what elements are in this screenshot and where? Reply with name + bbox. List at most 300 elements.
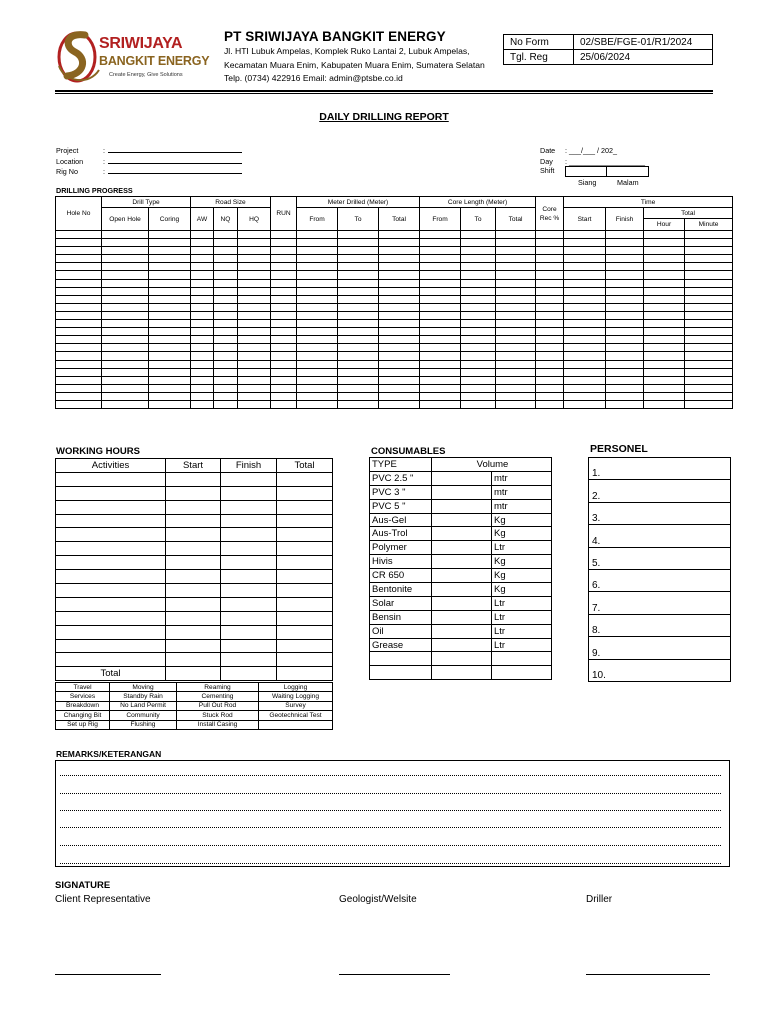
working-hours-cell[interactable] bbox=[56, 597, 166, 611]
drilling-cell[interactable] bbox=[379, 328, 420, 336]
drilling-cell[interactable] bbox=[191, 320, 214, 328]
working-hours-cell[interactable] bbox=[56, 528, 166, 542]
drilling-cell[interactable] bbox=[379, 400, 420, 408]
drilling-cell[interactable] bbox=[149, 352, 191, 360]
consumable-volume[interactable] bbox=[432, 513, 492, 527]
drilling-cell[interactable] bbox=[379, 368, 420, 376]
wh-total-finish[interactable] bbox=[221, 667, 277, 681]
drilling-cell[interactable] bbox=[297, 368, 338, 376]
drilling-cell[interactable] bbox=[191, 368, 214, 376]
drilling-cell[interactable] bbox=[420, 376, 461, 384]
personel-entry[interactable]: 6. bbox=[589, 569, 731, 591]
working-hours-cell[interactable] bbox=[56, 570, 166, 584]
drilling-cell[interactable] bbox=[496, 376, 536, 384]
drilling-cell[interactable] bbox=[56, 231, 102, 239]
drilling-cell[interactable] bbox=[496, 344, 536, 352]
drilling-cell[interactable] bbox=[102, 271, 149, 279]
working-hours-cell[interactable] bbox=[56, 472, 166, 486]
drilling-cell[interactable] bbox=[214, 320, 238, 328]
drilling-cell[interactable] bbox=[191, 376, 214, 384]
drilling-cell[interactable] bbox=[461, 255, 496, 263]
drilling-cell[interactable] bbox=[238, 279, 271, 287]
working-hours-cell[interactable] bbox=[277, 500, 333, 514]
drilling-cell[interactable] bbox=[420, 303, 461, 311]
drilling-cell[interactable] bbox=[149, 271, 191, 279]
drilling-cell[interactable] bbox=[606, 344, 644, 352]
drilling-cell[interactable] bbox=[297, 271, 338, 279]
drilling-cell[interactable] bbox=[297, 392, 338, 400]
drilling-cell[interactable] bbox=[496, 255, 536, 263]
drilling-cell[interactable] bbox=[56, 376, 102, 384]
drilling-cell[interactable] bbox=[238, 384, 271, 392]
drilling-cell[interactable] bbox=[102, 360, 149, 368]
drilling-cell[interactable] bbox=[191, 360, 214, 368]
consumable-volume[interactable] bbox=[432, 652, 492, 666]
drilling-cell[interactable] bbox=[644, 368, 685, 376]
drilling-cell[interactable] bbox=[214, 392, 238, 400]
drilling-cell[interactable] bbox=[461, 344, 496, 352]
drilling-cell[interactable] bbox=[56, 368, 102, 376]
drilling-cell[interactable] bbox=[379, 271, 420, 279]
drilling-cell[interactable] bbox=[102, 400, 149, 408]
drilling-cell[interactable] bbox=[297, 311, 338, 319]
drilling-cell[interactable] bbox=[271, 271, 297, 279]
drilling-cell[interactable] bbox=[379, 344, 420, 352]
drilling-cell[interactable] bbox=[685, 328, 733, 336]
drilling-cell[interactable] bbox=[238, 336, 271, 344]
working-hours-cell[interactable] bbox=[56, 556, 166, 570]
drilling-cell[interactable] bbox=[238, 392, 271, 400]
drilling-cell[interactable] bbox=[496, 239, 536, 247]
drilling-cell[interactable] bbox=[420, 271, 461, 279]
working-hours-cell[interactable] bbox=[166, 584, 221, 598]
drilling-cell[interactable] bbox=[102, 376, 149, 384]
drilling-cell[interactable] bbox=[461, 231, 496, 239]
drilling-cell[interactable] bbox=[496, 287, 536, 295]
drilling-cell[interactable] bbox=[496, 311, 536, 319]
drilling-cell[interactable] bbox=[606, 376, 644, 384]
working-hours-cell[interactable] bbox=[221, 639, 277, 653]
drilling-cell[interactable] bbox=[606, 263, 644, 271]
drilling-cell[interactable] bbox=[271, 303, 297, 311]
drilling-cell[interactable] bbox=[685, 368, 733, 376]
drilling-cell[interactable] bbox=[564, 247, 606, 255]
drilling-cell[interactable] bbox=[606, 255, 644, 263]
consumable-volume[interactable] bbox=[432, 527, 492, 541]
drilling-cell[interactable] bbox=[606, 360, 644, 368]
working-hours-cell[interactable] bbox=[166, 528, 221, 542]
drilling-cell[interactable] bbox=[191, 400, 214, 408]
drilling-cell[interactable] bbox=[685, 279, 733, 287]
working-hours-cell[interactable] bbox=[277, 597, 333, 611]
working-hours-cell[interactable] bbox=[277, 542, 333, 556]
drilling-cell[interactable] bbox=[102, 255, 149, 263]
drilling-cell[interactable] bbox=[191, 263, 214, 271]
consumable-volume[interactable] bbox=[432, 583, 492, 597]
drilling-cell[interactable] bbox=[685, 352, 733, 360]
drilling-cell[interactable] bbox=[238, 303, 271, 311]
working-hours-cell[interactable] bbox=[56, 625, 166, 639]
working-hours-cell[interactable] bbox=[221, 653, 277, 667]
drilling-cell[interactable] bbox=[56, 344, 102, 352]
drilling-cell[interactable] bbox=[685, 271, 733, 279]
consumable-volume[interactable] bbox=[432, 666, 492, 680]
drilling-cell[interactable] bbox=[297, 328, 338, 336]
drilling-cell[interactable] bbox=[271, 352, 297, 360]
drilling-cell[interactable] bbox=[606, 368, 644, 376]
drilling-cell[interactable] bbox=[564, 392, 606, 400]
date-field[interactable]: : ___/___ / 202_ bbox=[565, 146, 617, 155]
drilling-cell[interactable] bbox=[149, 231, 191, 239]
drilling-cell[interactable] bbox=[420, 231, 461, 239]
drilling-cell[interactable] bbox=[496, 360, 536, 368]
personel-entry[interactable]: 4. bbox=[589, 525, 731, 547]
drilling-cell[interactable] bbox=[379, 231, 420, 239]
drilling-cell[interactable] bbox=[379, 392, 420, 400]
drilling-cell[interactable] bbox=[56, 287, 102, 295]
consumable-volume[interactable] bbox=[432, 610, 492, 624]
drilling-cell[interactable] bbox=[564, 255, 606, 263]
drilling-cell[interactable] bbox=[644, 328, 685, 336]
drilling-cell[interactable] bbox=[297, 279, 338, 287]
location-field[interactable] bbox=[103, 157, 242, 166]
drilling-cell[interactable] bbox=[56, 303, 102, 311]
consumable-volume[interactable] bbox=[432, 638, 492, 652]
drilling-cell[interactable] bbox=[214, 247, 238, 255]
drilling-cell[interactable] bbox=[338, 392, 379, 400]
drilling-cell[interactable] bbox=[644, 360, 685, 368]
drilling-cell[interactable] bbox=[297, 400, 338, 408]
drilling-cell[interactable] bbox=[191, 303, 214, 311]
drilling-cell[interactable] bbox=[461, 303, 496, 311]
working-hours-cell[interactable] bbox=[166, 611, 221, 625]
drilling-cell[interactable] bbox=[379, 295, 420, 303]
personel-entry[interactable]: 3. bbox=[589, 502, 731, 524]
drilling-cell[interactable] bbox=[297, 231, 338, 239]
drilling-cell[interactable] bbox=[271, 328, 297, 336]
drilling-cell[interactable] bbox=[685, 344, 733, 352]
drilling-cell[interactable] bbox=[420, 255, 461, 263]
drilling-cell[interactable] bbox=[238, 320, 271, 328]
drilling-cell[interactable] bbox=[420, 311, 461, 319]
drilling-cell[interactable] bbox=[214, 271, 238, 279]
drilling-cell[interactable] bbox=[564, 400, 606, 408]
drilling-cell[interactable] bbox=[644, 384, 685, 392]
drilling-cell[interactable] bbox=[56, 239, 102, 247]
drilling-cell[interactable] bbox=[644, 271, 685, 279]
drilling-cell[interactable] bbox=[461, 247, 496, 255]
drilling-cell[interactable] bbox=[297, 239, 338, 247]
drilling-cell[interactable] bbox=[56, 384, 102, 392]
drilling-cell[interactable] bbox=[461, 336, 496, 344]
drilling-cell[interactable] bbox=[536, 311, 564, 319]
personel-entry[interactable]: 10. bbox=[589, 659, 731, 681]
drilling-cell[interactable] bbox=[379, 279, 420, 287]
working-hours-cell[interactable] bbox=[56, 500, 166, 514]
consumable-volume[interactable] bbox=[432, 624, 492, 638]
sig-client-line[interactable] bbox=[55, 974, 161, 975]
drilling-cell[interactable] bbox=[420, 384, 461, 392]
drilling-cell[interactable] bbox=[271, 279, 297, 287]
drilling-cell[interactable] bbox=[338, 384, 379, 392]
drilling-cell[interactable] bbox=[536, 384, 564, 392]
drilling-cell[interactable] bbox=[379, 255, 420, 263]
drilling-cell[interactable] bbox=[238, 247, 271, 255]
working-hours-cell[interactable] bbox=[56, 639, 166, 653]
drilling-cell[interactable] bbox=[191, 255, 214, 263]
working-hours-cell[interactable] bbox=[166, 500, 221, 514]
drilling-cell[interactable] bbox=[420, 336, 461, 344]
drilling-cell[interactable] bbox=[271, 255, 297, 263]
drilling-cell[interactable] bbox=[102, 279, 149, 287]
drilling-cell[interactable] bbox=[461, 279, 496, 287]
drilling-cell[interactable] bbox=[191, 287, 214, 295]
drilling-cell[interactable] bbox=[271, 263, 297, 271]
working-hours-cell[interactable] bbox=[56, 486, 166, 500]
drilling-cell[interactable] bbox=[461, 311, 496, 319]
drilling-cell[interactable] bbox=[685, 360, 733, 368]
drilling-cell[interactable] bbox=[191, 271, 214, 279]
drilling-cell[interactable] bbox=[496, 384, 536, 392]
drilling-cell[interactable] bbox=[102, 392, 149, 400]
drilling-cell[interactable] bbox=[379, 320, 420, 328]
working-hours-cell[interactable] bbox=[166, 639, 221, 653]
working-hours-cell[interactable] bbox=[166, 625, 221, 639]
drilling-cell[interactable] bbox=[564, 279, 606, 287]
working-hours-cell[interactable] bbox=[166, 556, 221, 570]
drilling-cell[interactable] bbox=[338, 231, 379, 239]
drilling-cell[interactable] bbox=[238, 352, 271, 360]
drilling-cell[interactable] bbox=[536, 263, 564, 271]
drilling-cell[interactable] bbox=[496, 368, 536, 376]
drilling-cell[interactable] bbox=[496, 271, 536, 279]
drilling-cell[interactable] bbox=[379, 247, 420, 255]
drilling-cell[interactable] bbox=[102, 311, 149, 319]
drilling-cell[interactable] bbox=[271, 311, 297, 319]
drilling-cell[interactable] bbox=[238, 255, 271, 263]
drilling-cell[interactable] bbox=[56, 263, 102, 271]
drilling-cell[interactable] bbox=[379, 352, 420, 360]
drilling-cell[interactable] bbox=[644, 247, 685, 255]
drilling-cell[interactable] bbox=[420, 247, 461, 255]
drilling-cell[interactable] bbox=[461, 263, 496, 271]
drilling-cell[interactable] bbox=[685, 263, 733, 271]
drilling-cell[interactable] bbox=[191, 384, 214, 392]
drilling-cell[interactable] bbox=[564, 295, 606, 303]
working-hours-cell[interactable] bbox=[56, 611, 166, 625]
consumable-volume[interactable] bbox=[432, 555, 492, 569]
drilling-cell[interactable] bbox=[191, 247, 214, 255]
drilling-cell[interactable] bbox=[606, 287, 644, 295]
working-hours-cell[interactable] bbox=[221, 514, 277, 528]
drilling-cell[interactable] bbox=[297, 255, 338, 263]
drilling-cell[interactable] bbox=[564, 271, 606, 279]
drilling-cell[interactable] bbox=[685, 392, 733, 400]
drilling-cell[interactable] bbox=[685, 336, 733, 344]
drilling-cell[interactable] bbox=[214, 376, 238, 384]
drilling-cell[interactable] bbox=[644, 239, 685, 247]
drilling-cell[interactable] bbox=[564, 263, 606, 271]
drilling-cell[interactable] bbox=[214, 311, 238, 319]
drilling-cell[interactable] bbox=[685, 295, 733, 303]
drilling-cell[interactable] bbox=[56, 328, 102, 336]
drilling-cell[interactable] bbox=[271, 239, 297, 247]
drilling-cell[interactable] bbox=[564, 311, 606, 319]
drilling-cell[interactable] bbox=[644, 352, 685, 360]
consumable-volume[interactable] bbox=[432, 541, 492, 555]
drilling-cell[interactable] bbox=[496, 263, 536, 271]
working-hours-cell[interactable] bbox=[166, 472, 221, 486]
drilling-cell[interactable] bbox=[461, 295, 496, 303]
drilling-cell[interactable] bbox=[496, 279, 536, 287]
remarks-box[interactable] bbox=[55, 760, 730, 867]
drilling-cell[interactable] bbox=[685, 287, 733, 295]
working-hours-cell[interactable] bbox=[221, 500, 277, 514]
working-hours-cell[interactable] bbox=[221, 570, 277, 584]
drilling-cell[interactable] bbox=[191, 279, 214, 287]
working-hours-cell[interactable] bbox=[277, 625, 333, 639]
drilling-cell[interactable] bbox=[102, 328, 149, 336]
drilling-cell[interactable] bbox=[379, 287, 420, 295]
drilling-cell[interactable] bbox=[685, 239, 733, 247]
drilling-cell[interactable] bbox=[338, 400, 379, 408]
working-hours-cell[interactable] bbox=[277, 472, 333, 486]
drilling-cell[interactable] bbox=[214, 263, 238, 271]
drilling-cell[interactable] bbox=[685, 320, 733, 328]
drilling-cell[interactable] bbox=[191, 328, 214, 336]
consumable-volume[interactable] bbox=[432, 596, 492, 610]
working-hours-cell[interactable] bbox=[277, 514, 333, 528]
drilling-cell[interactable] bbox=[536, 231, 564, 239]
drilling-cell[interactable] bbox=[271, 400, 297, 408]
drilling-cell[interactable] bbox=[606, 336, 644, 344]
drilling-cell[interactable] bbox=[338, 255, 379, 263]
drilling-cell[interactable] bbox=[238, 328, 271, 336]
drilling-cell[interactable] bbox=[271, 247, 297, 255]
drilling-cell[interactable] bbox=[536, 344, 564, 352]
drilling-cell[interactable] bbox=[536, 239, 564, 247]
drilling-cell[interactable] bbox=[379, 263, 420, 271]
drilling-cell[interactable] bbox=[297, 384, 338, 392]
drilling-cell[interactable] bbox=[191, 392, 214, 400]
drilling-cell[interactable] bbox=[536, 271, 564, 279]
drilling-cell[interactable] bbox=[379, 384, 420, 392]
drilling-cell[interactable] bbox=[496, 247, 536, 255]
drilling-cell[interactable] bbox=[297, 360, 338, 368]
rig-field[interactable] bbox=[103, 167, 242, 176]
drilling-cell[interactable] bbox=[420, 392, 461, 400]
drilling-cell[interactable] bbox=[102, 263, 149, 271]
drilling-cell[interactable] bbox=[606, 392, 644, 400]
drilling-cell[interactable] bbox=[214, 360, 238, 368]
drilling-cell[interactable] bbox=[149, 368, 191, 376]
drilling-cell[interactable] bbox=[214, 231, 238, 239]
drilling-cell[interactable] bbox=[536, 303, 564, 311]
drilling-cell[interactable] bbox=[238, 311, 271, 319]
working-hours-cell[interactable] bbox=[56, 653, 166, 667]
drilling-cell[interactable] bbox=[56, 295, 102, 303]
working-hours-cell[interactable] bbox=[277, 556, 333, 570]
drilling-cell[interactable] bbox=[536, 368, 564, 376]
drilling-cell[interactable] bbox=[102, 320, 149, 328]
drilling-cell[interactable] bbox=[338, 352, 379, 360]
drilling-cell[interactable] bbox=[149, 239, 191, 247]
drilling-cell[interactable] bbox=[214, 336, 238, 344]
drilling-cell[interactable] bbox=[191, 336, 214, 344]
drilling-cell[interactable] bbox=[644, 320, 685, 328]
drilling-cell[interactable] bbox=[238, 400, 271, 408]
drilling-cell[interactable] bbox=[338, 360, 379, 368]
drilling-cell[interactable] bbox=[297, 336, 338, 344]
drilling-cell[interactable] bbox=[338, 344, 379, 352]
drilling-cell[interactable] bbox=[338, 303, 379, 311]
drilling-cell[interactable] bbox=[420, 239, 461, 247]
working-hours-cell[interactable] bbox=[221, 472, 277, 486]
drilling-cell[interactable] bbox=[564, 344, 606, 352]
drilling-cell[interactable] bbox=[536, 392, 564, 400]
wh-total-value[interactable] bbox=[277, 667, 333, 681]
drilling-cell[interactable] bbox=[420, 320, 461, 328]
drilling-cell[interactable] bbox=[102, 368, 149, 376]
drilling-cell[interactable] bbox=[461, 360, 496, 368]
drilling-cell[interactable] bbox=[149, 303, 191, 311]
drilling-cell[interactable] bbox=[238, 271, 271, 279]
drilling-cell[interactable] bbox=[271, 344, 297, 352]
working-hours-cell[interactable] bbox=[166, 653, 221, 667]
drilling-cell[interactable] bbox=[214, 239, 238, 247]
drilling-cell[interactable] bbox=[461, 368, 496, 376]
drilling-cell[interactable] bbox=[149, 400, 191, 408]
drilling-cell[interactable] bbox=[102, 336, 149, 344]
drilling-cell[interactable] bbox=[338, 287, 379, 295]
drilling-cell[interactable] bbox=[56, 311, 102, 319]
drilling-cell[interactable] bbox=[564, 320, 606, 328]
drilling-cell[interactable] bbox=[606, 400, 644, 408]
drilling-cell[interactable] bbox=[685, 311, 733, 319]
drilling-cell[interactable] bbox=[338, 368, 379, 376]
sig-driller-line[interactable] bbox=[586, 974, 710, 975]
drilling-cell[interactable] bbox=[606, 271, 644, 279]
drilling-cell[interactable] bbox=[644, 287, 685, 295]
drilling-cell[interactable] bbox=[297, 287, 338, 295]
drilling-cell[interactable] bbox=[56, 320, 102, 328]
drilling-cell[interactable] bbox=[685, 231, 733, 239]
drilling-cell[interactable] bbox=[606, 231, 644, 239]
personel-entry[interactable]: 7. bbox=[589, 592, 731, 614]
working-hours-cell[interactable] bbox=[221, 584, 277, 598]
drilling-cell[interactable] bbox=[149, 311, 191, 319]
drilling-cell[interactable] bbox=[271, 320, 297, 328]
drilling-cell[interactable] bbox=[56, 271, 102, 279]
drilling-cell[interactable] bbox=[338, 311, 379, 319]
working-hours-cell[interactable] bbox=[56, 542, 166, 556]
drilling-cell[interactable] bbox=[238, 287, 271, 295]
drilling-cell[interactable] bbox=[536, 295, 564, 303]
drilling-cell[interactable] bbox=[606, 239, 644, 247]
drilling-cell[interactable] bbox=[379, 239, 420, 247]
personel-entry[interactable]: 1. bbox=[589, 458, 731, 480]
drilling-cell[interactable] bbox=[238, 295, 271, 303]
working-hours-cell[interactable] bbox=[166, 570, 221, 584]
working-hours-cell[interactable] bbox=[277, 653, 333, 667]
drilling-cell[interactable] bbox=[379, 360, 420, 368]
drilling-cell[interactable] bbox=[461, 271, 496, 279]
drilling-cell[interactable] bbox=[271, 376, 297, 384]
drilling-cell[interactable] bbox=[496, 400, 536, 408]
drilling-cell[interactable] bbox=[461, 239, 496, 247]
drilling-cell[interactable] bbox=[644, 303, 685, 311]
drilling-cell[interactable] bbox=[238, 344, 271, 352]
